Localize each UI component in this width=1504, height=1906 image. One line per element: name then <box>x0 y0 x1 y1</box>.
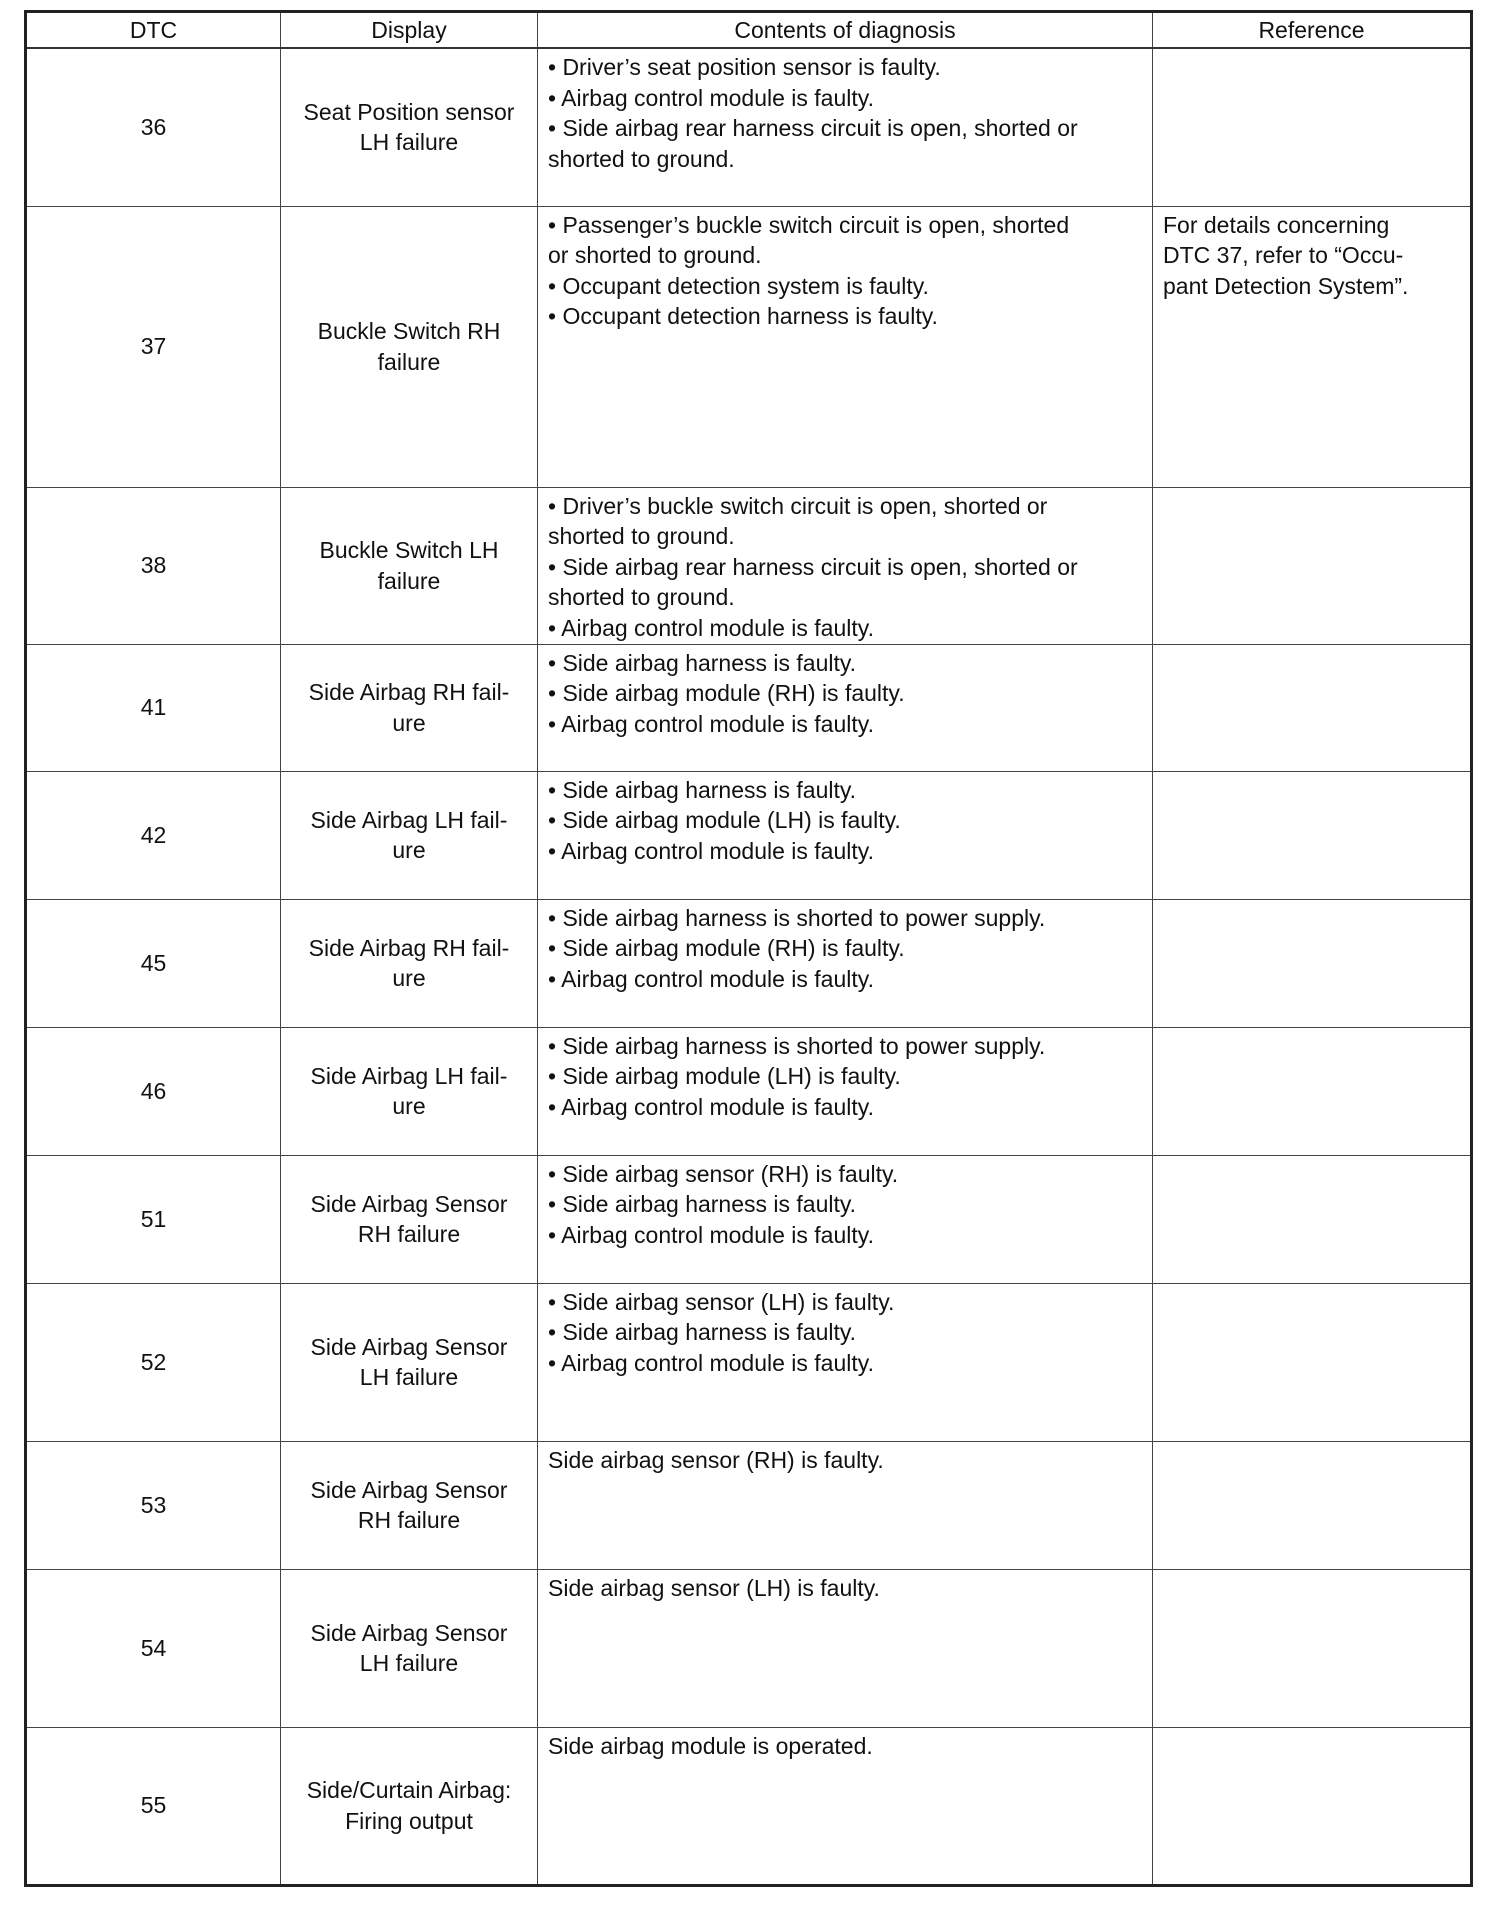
diagnosis-cell <box>538 771 1153 899</box>
diagnosis-cell <box>538 487 1153 644</box>
table-row <box>26 1283 1472 1441</box>
reference-cell <box>1153 206 1472 487</box>
display-cell <box>281 1569 538 1727</box>
table-row <box>26 1569 1472 1727</box>
diagnosis-cell <box>538 644 1153 771</box>
diagnosis-cell <box>538 48 1153 206</box>
diagnosis-line: shorted to ground. <box>548 145 735 172</box>
display-cell <box>281 1283 538 1441</box>
diagnosis-line: • Side airbag harness is faulty. <box>548 776 857 803</box>
diagnosis-line: • Side airbag harness is faulty. <box>548 1319 857 1345</box>
diagnosis-line: • Side airbag rear harness circuit is open, shorted or <box>548 553 1078 580</box>
display-text-line: failure <box>377 567 441 594</box>
table-row <box>26 1727 1472 1885</box>
dtc-table <box>24 10 1473 1887</box>
diagnosis-line: • Side airbag module (LH) is faulty. <box>548 1063 901 1089</box>
display-text-line: Firing output <box>345 1807 473 1834</box>
reference-cell <box>1153 1027 1472 1155</box>
reference-cell <box>1153 644 1472 771</box>
reference-line: DTC 37, refer to “Occu- <box>1163 242 1404 268</box>
reference-line: pant Detection System”. <box>1163 272 1409 299</box>
reference-cell <box>1153 487 1472 644</box>
diagnosis-line: • Side airbag rear harness circuit is open, shorted or <box>548 115 1078 141</box>
display-cell <box>281 48 538 206</box>
diagnosis-line: • Passenger’s buckle switch circuit is open, shorted <box>548 211 1070 238</box>
display-cell <box>281 1155 538 1283</box>
dtc-code: 46 <box>26 1027 281 1155</box>
table-row <box>26 1441 1472 1569</box>
display-text-line: Side/Curtain Airbag: <box>306 1777 512 1803</box>
diagnosis-line: • Airbag control module is faulty. <box>548 965 874 992</box>
display-text-line: ure <box>392 837 426 863</box>
dtc-code: 38 <box>26 487 281 644</box>
display-text-line: Side Airbag Sensor <box>310 1476 508 1503</box>
diagnosis-line: shorted to ground. <box>548 584 735 610</box>
table-row <box>26 771 1472 899</box>
diagnosis-line: • Side airbag module (RH) is faulty. <box>548 680 905 706</box>
reference-line: For details concerning <box>1163 211 1390 238</box>
header-dtc: DTC <box>26 12 281 49</box>
dtc-code: 41 <box>26 644 281 771</box>
diagnosis-line: • Occupant detection system is faulty. <box>548 272 929 299</box>
display-cell <box>281 1727 538 1885</box>
reference-cell <box>1153 1283 1472 1441</box>
display-text-line: Side Airbag Sensor <box>310 1333 508 1360</box>
diagnosis-line: • Occupant detection harness is faulty. <box>548 303 938 329</box>
reference-cell <box>1153 48 1472 206</box>
table-row <box>26 487 1472 644</box>
display-cell <box>281 1027 538 1155</box>
diagnosis-line: • Side airbag sensor (RH) is faulty. <box>548 1160 899 1187</box>
diagnosis-line: • Side airbag sensor (LH) is faulty. <box>548 1288 895 1315</box>
display-cell <box>281 206 538 487</box>
display-text-line: Side Airbag Sensor <box>310 1619 508 1646</box>
display-text-line: Side Airbag Sensor <box>310 1190 508 1217</box>
display-text-line: Side Airbag LH fail- <box>310 1062 508 1089</box>
diagnosis-cell <box>538 1283 1153 1441</box>
dtc-code: 53 <box>26 1441 281 1569</box>
diagnosis-line: • Side airbag harness is shorted to power supply. <box>548 1032 1046 1059</box>
display-text-line: RH failure <box>357 1507 461 1533</box>
dtc-code: 54 <box>26 1569 281 1727</box>
diagnosis-line: or shorted to ground. <box>548 242 762 268</box>
display-text-line: ure <box>392 965 426 991</box>
reference-cell <box>1153 1727 1472 1885</box>
header-row <box>26 12 1472 49</box>
diagnosis-line: • Airbag control module is faulty. <box>548 710 874 737</box>
diagnosis-line: Side airbag sensor (LH) is faulty. <box>548 1574 880 1601</box>
diagnosis-cell <box>538 1155 1153 1283</box>
diagnosis-line: • Side airbag harness is shorted to power supply. <box>548 904 1046 931</box>
diagnosis-cell <box>538 1441 1153 1569</box>
diagnosis-cell <box>538 1027 1153 1155</box>
table-row <box>26 206 1472 487</box>
reference-cell <box>1153 899 1472 1027</box>
diagnosis-line: Side airbag module is operated. <box>548 1732 873 1759</box>
diagnosis-cell <box>538 206 1153 487</box>
diagnosis-line: shorted to ground. <box>548 523 735 549</box>
table-row <box>26 899 1472 1027</box>
diagnosis-line: • Driver’s buckle switch circuit is open, shorted or <box>548 492 1048 519</box>
diagnosis-line: • Airbag control module is faulty. <box>548 1349 874 1376</box>
table-row <box>26 644 1472 771</box>
display-text-line: LH failure <box>359 1650 459 1676</box>
display-text-line: Side Airbag LH fail- <box>310 806 508 833</box>
header-reference: Reference <box>1153 12 1472 49</box>
display-cell <box>281 644 538 771</box>
display-text-line: Side Airbag RH fail- <box>308 679 510 705</box>
dtc-code: 36 <box>26 48 281 206</box>
display-text-line: LH failure <box>359 129 459 156</box>
reference-cell <box>1153 1441 1472 1569</box>
diagnosis-line: Side airbag sensor (RH) is faulty. <box>548 1446 884 1473</box>
display-text-line: Buckle Switch RH <box>317 318 501 344</box>
display-cell <box>281 771 538 899</box>
table-row <box>26 1027 1472 1155</box>
diagnosis-line: • Airbag control module is faulty. <box>548 84 874 111</box>
table-row <box>26 48 1472 206</box>
diagnosis-line: • Side airbag harness is faulty. <box>548 1191 857 1217</box>
display-text-line: Side Airbag RH fail- <box>308 934 510 961</box>
display-text-line: Buckle Switch LH <box>319 537 499 563</box>
diagnosis-line: • Side airbag harness is faulty. <box>548 649 857 676</box>
diagnosis-line: • Driver’s seat position sensor is faulty. <box>548 54 941 80</box>
display-cell <box>281 1441 538 1569</box>
dtc-code: 37 <box>26 206 281 487</box>
display-text-line: Seat Position sensor <box>303 98 515 125</box>
diagnosis-cell <box>538 1727 1153 1885</box>
diagnosis-line: • Airbag control module is faulty. <box>548 837 874 864</box>
display-cell <box>281 899 538 1027</box>
dtc-code: 42 <box>26 771 281 899</box>
table-row <box>26 1155 1472 1283</box>
reference-cell <box>1153 1155 1472 1283</box>
reference-cell <box>1153 771 1472 899</box>
dtc-code: 45 <box>26 899 281 1027</box>
diagnosis-cell <box>538 1569 1153 1727</box>
display-cell <box>281 487 538 644</box>
display-text-line: failure <box>377 348 441 375</box>
diagnosis-line: • Airbag control module is faulty. <box>548 1093 874 1120</box>
dtc-code: 52 <box>26 1283 281 1441</box>
diagnosis-line: • Airbag control module is faulty. <box>548 1221 874 1248</box>
header-display: Display <box>281 12 538 49</box>
diagnosis-line: • Airbag control module is faulty. <box>548 614 874 641</box>
diagnosis-line: • Side airbag module (LH) is faulty. <box>548 807 901 833</box>
header-diagnosis: Contents of diagnosis <box>538 12 1153 49</box>
display-text-line: LH failure <box>359 1364 459 1390</box>
display-text-line: ure <box>392 1093 426 1119</box>
diagnosis-cell <box>538 899 1153 1027</box>
dtc-code: 51 <box>26 1155 281 1283</box>
diagnosis-line: • Side airbag module (RH) is faulty. <box>548 935 905 961</box>
reference-cell <box>1153 1569 1472 1727</box>
dtc-code: 55 <box>26 1727 281 1885</box>
display-text-line: RH failure <box>357 1221 461 1247</box>
display-text-line: ure <box>392 709 426 736</box>
